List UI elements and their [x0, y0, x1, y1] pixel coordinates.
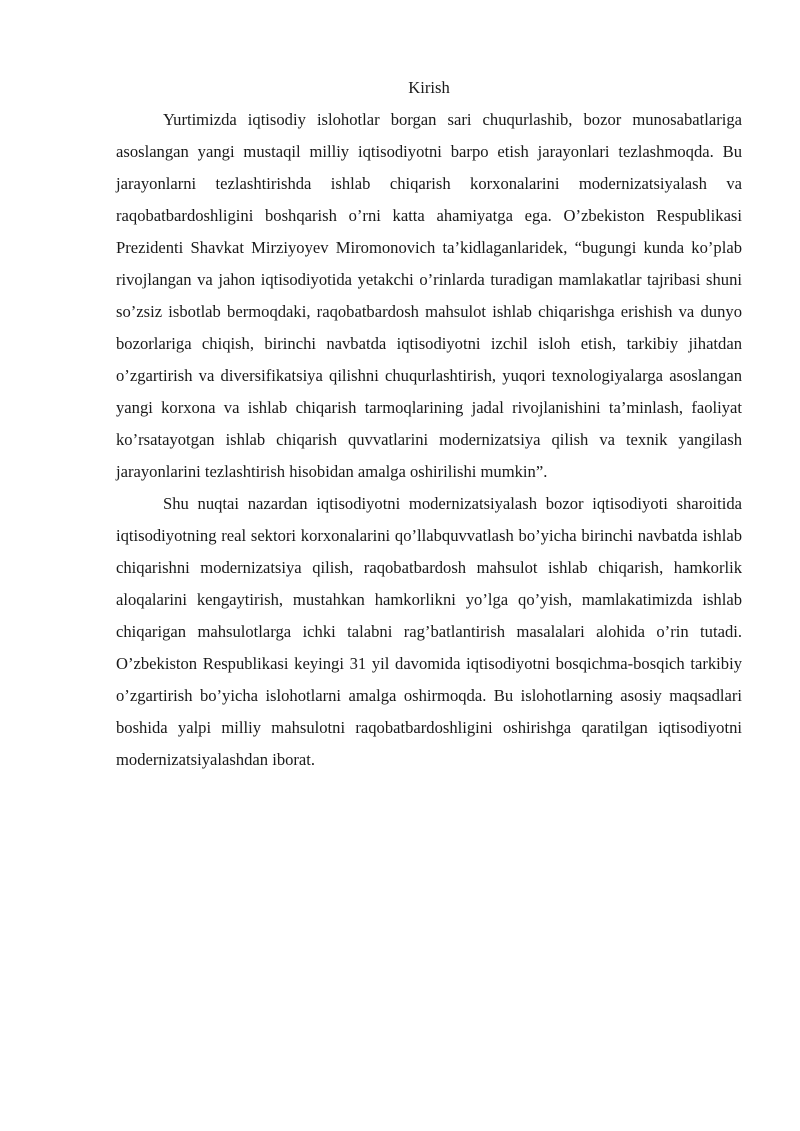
- document-body: [116, 76, 742, 776]
- document-title: Kirish: [408, 78, 450, 97]
- paragraph-2: Shu nuqtai nazardan iqtisodiyotni modernizatsiyalash bozor iqtisodiyoti sharoitida iqtisodiyotning real sektori korxonalarini qo’llabquvvatlash bo’yicha birinchi navbatda ishlab chiqarishni modernizatsiya qilish, raqobatbardosh mahsulot ishlab chiqarish, hamkorlik aloqalarini kengaytirish, mustahkan hamkorlikni yo’lga qo’yish, mamlakatimizda ishlab chiqarigan mahsulotlarga ichki talabni rag’batlantirish masalalari alohida o’rin tutadi. O’zbekiston Respublikasi keyingi 31 yil davomida iqtisodiyotni bosqichma-bosqich tarkibiy o’zgartirish bo’yicha islohotlarni amalga oshirmoqda. Bu islohotlarning asosiy maqsadlari boshida yalpi milliy mahsulotni raqobatbardoshligini oshirishga qaratilgan iqtisodiyotni modernizatsiyalashdan iborat.: [116, 494, 742, 769]
- paragraph-1: Yurtimizda iqtisodiy islohotlar borgan sari chuqurlashib, bozor munosabatlariga asoslangan yangi mustaqil milliy iqtisodiyotni barpo etish jarayonlari tezlashmoqda. Bu jarayonlarni tezlashtirishda ishlab chiqarish korxonalarini modernizatsiyalash va raqobatbardoshligini boshqarish o’rni katta ahamiyatga ega. O’zbekiston Respublikasi Prezidenti Shavkat Mirziyoyev Miromonovich ta’kidlaganlaridek, “bugungi kunda ko’plab rivojlangan va jahon iqtisodiyotida yetakchi o’rinlarda turadigan mamlakatlar tajribasi shuni so’zsiz isbotlab bermoqdaki, raqobatbardosh mahsulot ishlab chiqarishga erishish va dunyo bozorlariga chiqish, birinchi navbatda iqtisodiyotni izchil isloh etish, tarkibiy jihatdan o’zgartirish va diversifikatsiya qilishni chuqurlashtirish, yuqori texnologiyalarga asoslangan yangi korxona va ishlab chiqarish tarmoqlarining jadal rivojlanishini ta’minlash, faoliyat ko’rsatayotgan ishlab chiqarish quvvatlarini modernizatsiya qilish va texnik yangilash jarayonlarini tezlashtirish hisobidan amalga oshirilishi mumkin”.: [116, 110, 742, 481]
